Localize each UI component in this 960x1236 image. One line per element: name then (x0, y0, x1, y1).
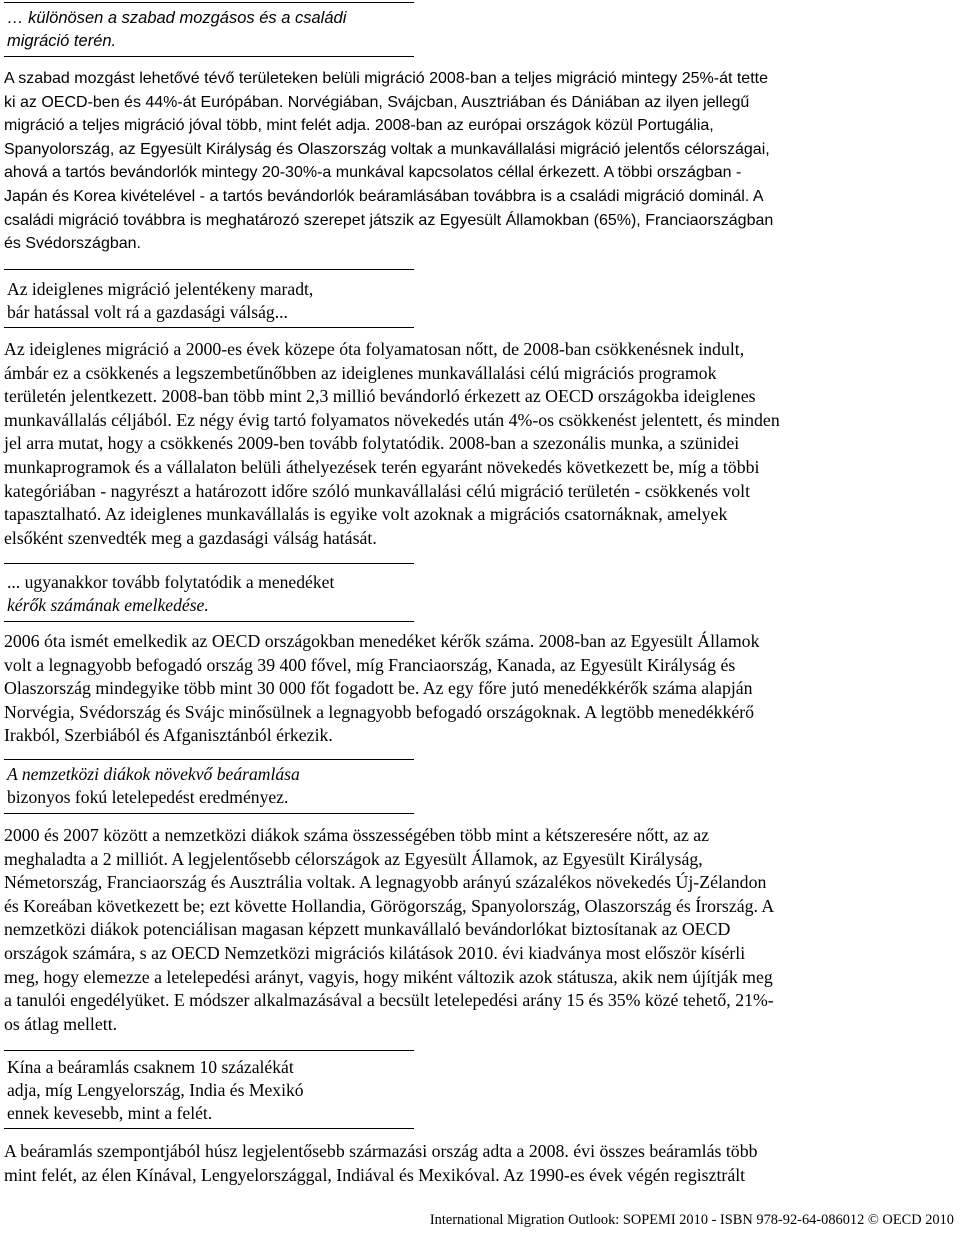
paragraph-line: os átlag mellett. (4, 1013, 118, 1034)
paragraph-line: ahová a tartós bevándorlók mintegy 20-30%-a munkával kapcsolatos céllal érkezett. A többi országban - (4, 164, 742, 182)
section-heading-origin-countries (4, 1050, 414, 1129)
heading-top-rule (4, 563, 414, 564)
heading-line: A nemzetközi diákok növekvő beáramlása (7, 764, 300, 784)
section-heading-international-students (4, 759, 414, 814)
paragraph-line: kategóriában - nagyrészt a határozott időre szóló munkavállalási célú migráció területén - csökkenés volt (4, 480, 751, 501)
paragraph-line: migráció a teljes migráció jóval több, mint felét adja. 2008-ban az európai országok közül Portugália, (4, 117, 714, 135)
heading-bottom-rule (4, 813, 414, 814)
paragraph-line: 2006 óta ismét emelkedik az OECD országokban menedéket kérők száma. 2008-ban az Egyesült Államok (4, 631, 760, 651)
heading-line: migráció terén. (7, 32, 117, 50)
paragraph-temporary-migration (4, 338, 954, 550)
paragraph-line: Norvégia, Svédország és Svájc minősülnek a legnagyobb befogadó országoknak. A legtöbb menedékkérő (4, 701, 755, 722)
heading-top-rule (4, 269, 414, 270)
heading-line: Az ideiglenes migráció jelentékeny maradt, (7, 279, 314, 299)
paragraph-line: Spanyolország, az Egyesült Királyság és Olaszország voltak a munkavállalási migráció jelentős célországai, (4, 140, 770, 158)
heading-line: … különösen a szabad mozgásos és a családi (7, 9, 347, 27)
heading-bottom-rule (4, 621, 414, 622)
heading-line: ... ugyanakkor tovább folytatódik a menedéket (7, 572, 335, 592)
paragraph-free-movement (4, 67, 954, 256)
paragraph-line: munkavállalás céljából. Ez négy évig tartó folyamatos növekedés után 4%-os csökkenést jelentett, és minden (4, 409, 780, 430)
paragraph-line: meg, hogy elemezze a letelepedési arányt, vagyis, hogy miként változik azok státusza, akik nem újítják meg (4, 966, 773, 987)
paragraph-asylum-seekers (4, 630, 954, 748)
paragraph-line: mint felét, az élen Kínával, Lengyelországgal, Indiával és Mexikóval. Az 1990-es évek végén regisztrált (4, 1164, 746, 1185)
paragraph-line: és Svédországban. (4, 235, 141, 253)
section-heading-asylum-seekers (4, 563, 414, 622)
paragraph-line: Olaszország mindegyike több mint 30 000 főt fogadott be. Az egy főre jutó menedékkérők száma alapján (4, 678, 753, 699)
paragraph-line: tapasztalható. Az ideiglenes munkavállalás is egyike volt azoknak a migrációs csatornáknak, amelyek (4, 504, 728, 525)
paragraph-line: jel arra mutat, hogy a csökkenés 2009-ben tovább folytatódik. 2008-ban a szezonális munka, a szünidei (4, 433, 740, 454)
paragraph-line: a tanulói engedélyüket. E módszer alkalmazásával a becsült letelepedési arány 15 és 35% közé tehető, 21%- (4, 990, 774, 1011)
heading-bottom-rule (4, 327, 414, 328)
heading-bottom-rule (4, 56, 414, 57)
paragraph-international-students (4, 824, 954, 1036)
heading-top-rule (4, 1050, 414, 1051)
heading-line: Kína a beáramlás csaknem 10 százalékát (7, 1057, 294, 1077)
paragraph-line: országok számára, s az OECD Nemzetközi migrációs kilátások 2010. évi kiadványa most először kísérli (4, 942, 746, 963)
paragraph-line: A beáramlás szempontjából húsz legjelentősebb származási ország adta a 2008. évi összes beáramlás több (4, 1141, 758, 1161)
paragraph-line: A szabad mozgást lehetővé tévő területeken belüli migráció 2008-ban a teljes migráció mintegy 25%-át tette (4, 70, 768, 87)
heading-line: kérők számának emelkedése. (7, 595, 209, 615)
heading-line: ennek kevesebb, mint a felét. (7, 1103, 213, 1123)
heading-top-rule (4, 759, 414, 760)
paragraph-line: meghaladta a 2 milliót. A legjelentősebb célországok az Egyesült Államok, az Egyesült Királyság, (4, 848, 703, 869)
paragraph-line: Az ideiglenes migráció a 2000-es évek közepe óta folyamatosan nőtt, de 2008-ban csökkenésnek indult, (4, 339, 745, 359)
paragraph-line: Japán és Korea kivételével - a tartós bevándorlók beáramlásában továbbra is a családi migráció dominál. A (4, 187, 764, 205)
paragraph-line: családi migráció továbbra is meghatározó szerepet játszik az Egyesült Államokban (65%), Franciaországban (4, 211, 774, 229)
paragraph-origin-countries (4, 1140, 954, 1187)
heading-line: adja, míg Lengyelország, India és Mexikó (7, 1080, 304, 1100)
heading-line: bizonyos fokú letelepedést eredményez. (7, 787, 289, 807)
paragraph-line: területén jelentkezett. 2008-ban több mint 2,3 millió bevándorló érkezett az OECD országokba ideiglenes (4, 386, 756, 407)
paragraph-line: 2000 és 2007 között a nemzetközi diákok száma összességében több mint a kétszeresére nőtt, az az (4, 825, 710, 845)
page-footer: International Migration Outlook: SOPEMI 2010 - ISBN 978-92-64-086012 © OECD 2010 (429, 1212, 954, 1228)
paragraph-line: és Koreában következett be; ezt követte Hollandia, Görögország, Spanyolország, Olaszország és Írország. A (4, 895, 775, 916)
section-heading-temporary-migration (4, 269, 414, 328)
paragraph-line: munkaprogramok és a vállalaton belüli áthelyezések terén egyaránt növekedés következett be, míg a többi (4, 456, 760, 477)
paragraph-line: Németország, Franciaország és Ausztrália voltak. A legnagyobb arányú százalékos növekedés Új-Zélandon (4, 872, 767, 893)
paragraph-line: elsőként szenvedték meg a gazdasági válság hatását. (4, 527, 377, 548)
paragraph-line: ki az OECD-ben és 44%-át Európában. Norvégiában, Svájcban, Ausztriában és Dániában az ilyen jellegű (4, 93, 750, 111)
section-heading-free-movement (4, 2, 414, 57)
paragraph-line: volt a legnagyobb befogadó ország 39 400 fővel, míg Franciaország, Kanada, az Egyesült Királyság és (4, 654, 736, 675)
paragraph-line: Irakból, Szerbiából és Afganisztánból érkezik. (4, 725, 333, 746)
heading-top-rule (4, 2, 414, 3)
paragraph-line: ámbár ez a csökkenés a legszembetűnőbben az ideiglenes munkavállalási célú migrációs programok (4, 362, 717, 383)
paragraph-line: nemzetközi diákok potenciálisan magasan képzett munkavállaló bevándorlókat biztosítanak az OECD (4, 919, 731, 940)
heading-line: bár hatással volt rá a gazdasági válság... (7, 302, 288, 322)
heading-bottom-rule (4, 1128, 414, 1129)
